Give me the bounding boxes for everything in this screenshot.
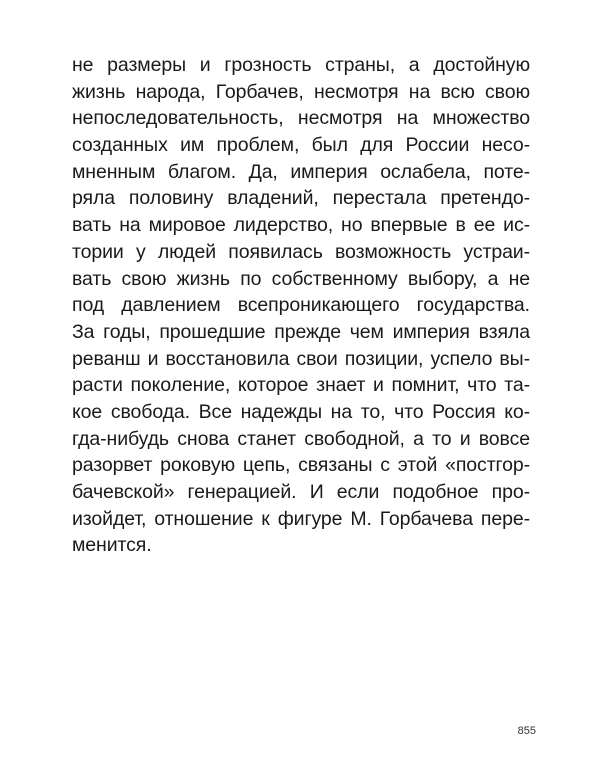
text-line: реванш и восстановила свои позиции, успело вы-: [72, 347, 530, 370]
text-line: непоследовательность, несмотря на множество: [72, 107, 530, 130]
text-line: изойдет, отношение к фигуре М. Горбачева пере-: [72, 507, 530, 530]
text-line: кое свобода. Все надежды на то, что Россия ко-: [72, 400, 530, 423]
text-line: вать на мировое лидерство, но впервые в ее ис-: [72, 214, 530, 237]
text-line: расти поколение, которое знает и помнит, что та-: [72, 374, 530, 397]
text-line: жизнь народа, Горбачев, несмотря на всю свою: [72, 80, 530, 103]
text-line: созданных им проблем, был для России несо-: [72, 134, 530, 157]
text-line: вать свою жизнь по собственному выбору, а не: [72, 267, 530, 290]
text-line: За годы, прошедшие прежде чем империя взяла: [72, 320, 530, 343]
text-line: ряла половину владений, перестала претендо-: [72, 187, 530, 210]
text-line: мненным благом. Да, империя ослабела, поте-: [72, 160, 530, 183]
page-number: 855: [517, 725, 536, 737]
text-line: бачевской» генерацией. И если подобное про-: [72, 481, 530, 503]
text-line: не размеры и грозность страны, а достойную: [72, 54, 530, 76]
body-paragraph: [72, 52, 530, 559]
text-line: тории у людей появилась возможность устраи-: [72, 240, 530, 263]
text-line: менится.: [72, 534, 152, 557]
text-line: под давлением всепроникающего государства.: [72, 294, 530, 317]
text-line: разорвет роковую цепь, связаны с этой «постгор-: [72, 454, 530, 477]
text-line: гда-нибудь снова станет свободной, а то и вовсе: [72, 427, 530, 450]
